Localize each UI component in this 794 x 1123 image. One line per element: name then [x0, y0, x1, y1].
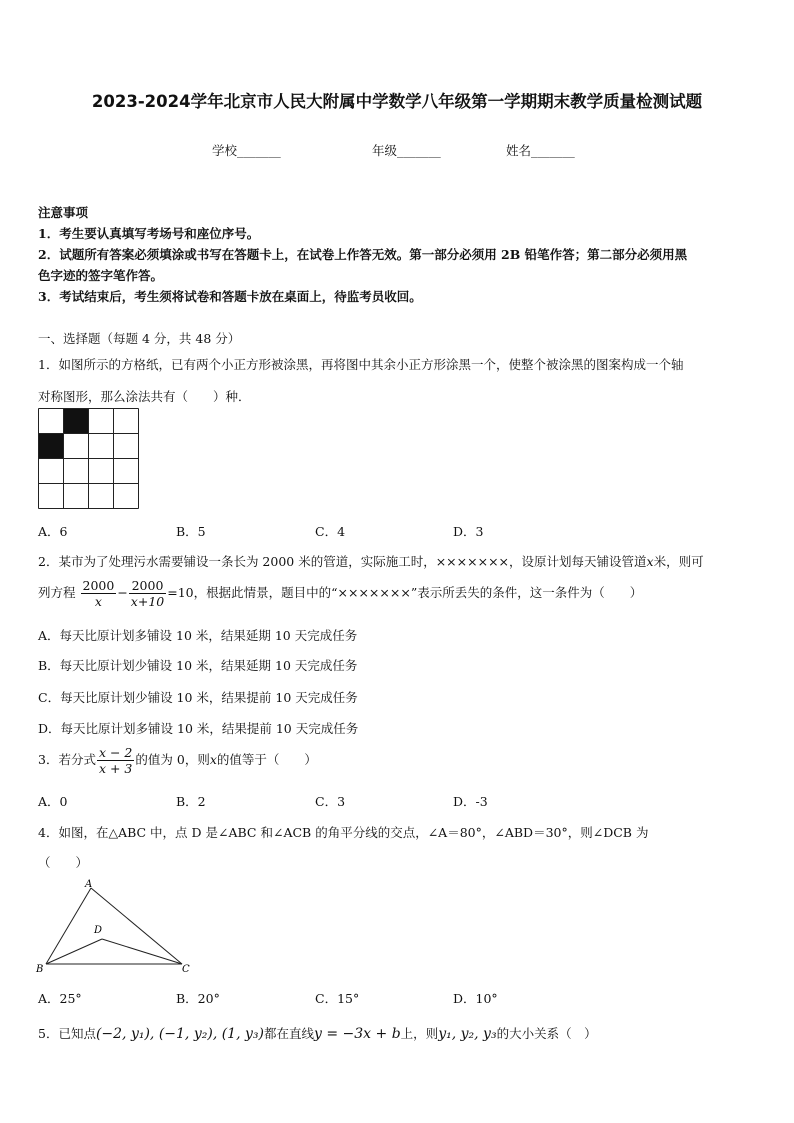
vertex-label-c: C: [182, 964, 190, 975]
grade-field: 年级_______: [372, 143, 441, 158]
q2-variable: x: [646, 554, 654, 569]
q2-text-part: 2．某市为了处理污水需要铺设一条长为 2000 米的管道，实际施工时，×××××××，设原计划每天铺设管道: [38, 554, 647, 569]
school-field: 学校_______: [212, 143, 281, 158]
q4-option-c: C．15°: [315, 991, 360, 1006]
q3-suffix: 的值等于（ ）: [216, 752, 317, 767]
name-field: 姓名_______: [506, 143, 575, 158]
notice-item: 色字迹的签字笔作答。: [38, 268, 164, 283]
notice-heading: 注意事项: [38, 205, 89, 220]
vertex-label-b: B: [36, 964, 44, 975]
q2-eq-prefix: 列方程: [38, 585, 76, 600]
q5-mid2: 上，则: [400, 1026, 439, 1041]
q3-fraction: [97, 745, 134, 776]
section-heading: 一、选择题（每题 4 分，共 48 分）: [38, 331, 241, 346]
q4-option-a: A．25°: [38, 991, 82, 1006]
q5-points: (−2, y₁), (−1, y₂), (1, y₃): [95, 1026, 264, 1042]
vertex-label-a: A: [85, 879, 93, 890]
shaded-square: [38, 433, 63, 458]
q3-variable: x: [209, 752, 217, 767]
minus-sign: −: [117, 585, 128, 600]
q3-option-d: D．-3: [453, 794, 488, 809]
q2-fraction-2: [129, 578, 166, 609]
exam-title: 2023-2024学年北京市人民大附属中学数学八年级第一学期期末教学质量检测试题: [91, 92, 703, 111]
q3-prefix: 3．若分式: [38, 752, 96, 767]
q5-line-equation: y = −3x + b: [314, 1026, 401, 1042]
q4-text-line2: （ ）: [38, 855, 89, 870]
fraction-denominator: x: [94, 594, 102, 609]
q5-text-line: [38, 1024, 597, 1042]
shaded-square: [63, 408, 88, 433]
q4-option-b: B．20°: [176, 991, 220, 1006]
q5-suffix: 的大小关系（ ）: [496, 1026, 597, 1041]
q2-option-c: C．每天比原计划少铺设 10 米，结果提前 10 天完成任务: [38, 690, 358, 705]
q3-option-c: C．3: [315, 794, 346, 809]
q4-text-line1: 4．如图，在△ABC 中，点 D 是∠ABC 和∠ACB 的角平分线的交点，∠A＝80°，∠ABD＝30°，则∠DCB 为: [38, 825, 649, 840]
q1-grid-figure: [38, 408, 139, 509]
notice-item: 2．试题所有答案必须填涂或书写在答题卡上，在试卷上作答无效。第一部分必须用 2B 铅笔作答；第二部分必须用黑: [38, 247, 688, 262]
q2-text-line1: [38, 552, 704, 570]
q2-option-a: A．每天比原计划多铺设 10 米，结果延期 10 天完成任务: [38, 628, 358, 643]
q3-option-b: B．2: [176, 794, 206, 809]
notice-item: 1．考生要认真填写考场号和座位序号。: [38, 226, 260, 241]
q2-eq-suffix: =10，根据此情景，题目中的“×××××××”表示所丢失的条件，这一条件为（ ）: [167, 585, 643, 600]
q4-option-d: D．10°: [453, 991, 498, 1006]
fraction-numerator: 2000: [82, 578, 115, 593]
q3-text-line: [38, 745, 317, 776]
q5-prefix: 5．已知点: [38, 1026, 96, 1041]
q5-mid: 都在直线: [263, 1026, 314, 1041]
q1-option-d: D．3: [453, 524, 484, 539]
fraction-numerator: x − 2: [98, 745, 133, 760]
fraction-denominator: x + 3: [98, 761, 133, 776]
q5-variables: y₁, y₂, y₃: [438, 1026, 497, 1042]
q2-equation-line: [38, 578, 642, 609]
q4-triangle-figure: [34, 876, 198, 980]
q1-text-line1: 1．如图所示的方格纸，已有两个小正方形被涂黑，再将图中其余小正方形涂黑一个，使整个被涂黑的图案构成一个轴: [38, 357, 684, 372]
q2-text-part: 米，则可: [653, 554, 704, 569]
q2-option-d: D．每天比原计划多铺设 10 米，结果提前 10 天完成任务: [38, 721, 359, 736]
q1-option-a: A．6: [38, 524, 68, 539]
point-label-d: D: [94, 925, 103, 936]
q1-option-b: B．5: [176, 524, 206, 539]
fraction-denominator: x+10: [130, 594, 165, 609]
q1-option-c: C．4: [315, 524, 346, 539]
q3-mid: 的值为 0，则: [135, 752, 210, 767]
notice-item: 3．考试结束后，考生须将试卷和答题卡放在桌面上，待监考员收回。: [38, 289, 422, 304]
fraction-numerator: 2000: [129, 578, 166, 594]
q2-fraction-1: [81, 578, 117, 609]
q3-option-a: A．0: [38, 794, 68, 809]
q2-option-b: B．每天比原计划少铺设 10 米，结果延期 10 天完成任务: [38, 658, 358, 673]
q1-text-line2: 对称图形，那么涂法共有（ ）种．: [38, 389, 251, 404]
